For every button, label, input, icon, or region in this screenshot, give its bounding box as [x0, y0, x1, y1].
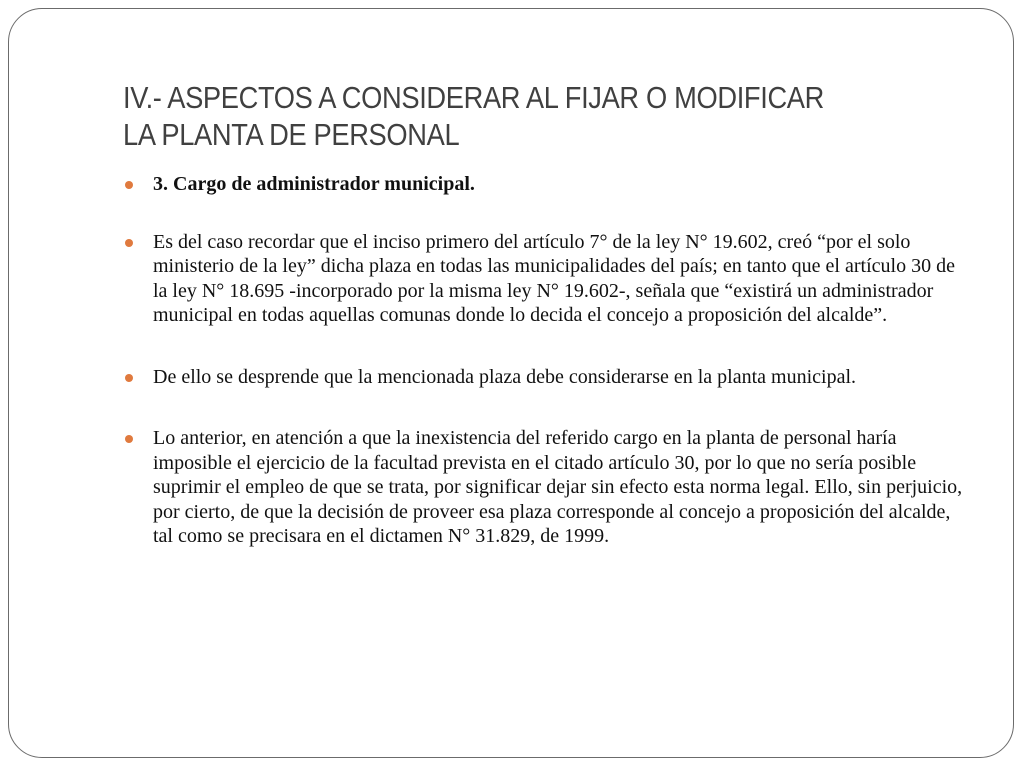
bullet-item-article [123, 230, 973, 328]
bullet-text: Lo anterior, en atención a que la inexistencia del referido cargo en la planta de personal haría imposible el ejercicio de la facultad prevista en el citado artículo 30, por lo que no sería posible suprimir el empleo de que se trata, por significar dejar sin efecto esta norma legal. Ello, sin perjuicio, por cierto, de que la decisión de proveer esa plaza corresponde al concejo a proposición del alcalde, tal como se precisara en el dictamen N° 31.829, de 1999. [153, 427, 963, 547]
bullet-dot-icon [125, 181, 133, 189]
bullet-item-heading [123, 172, 973, 197]
bullet-text: De ello se desprende que la mencionada plaza debe considerarse en la planta municipal. [153, 365, 857, 388]
slide-frame [8, 8, 1014, 758]
bullet-list [123, 172, 973, 549]
bullet-dot-icon [125, 239, 133, 247]
slide-title: IV.- ASPECTOS A CONSIDERAR AL FIJAR O MODIFICAR LA PLANTA DE PERSONAL [123, 80, 825, 152]
bullet-text: Es del caso recordar que el inciso primero del artículo 7° de la ley N° 19.602, creó “por el solo ministerio de la ley” dicha plaza en todas las municipalidades del país; en tanto que el artículo 30 de la ley N° 18.695 -incorporado por la misma ley N° 19.602-, señala que “existirá un administrador municipal en todas aquellas comunas donde lo decida el concejo a proposición del alcalde”. [153, 230, 955, 326]
bullet-dot-icon [125, 435, 133, 443]
bullet-item-conclusion [123, 365, 973, 390]
bullet-text: 3. Cargo de administrador municipal. [153, 173, 475, 195]
bullet-dot-icon [125, 374, 133, 382]
bullet-item-reasoning [123, 426, 973, 549]
